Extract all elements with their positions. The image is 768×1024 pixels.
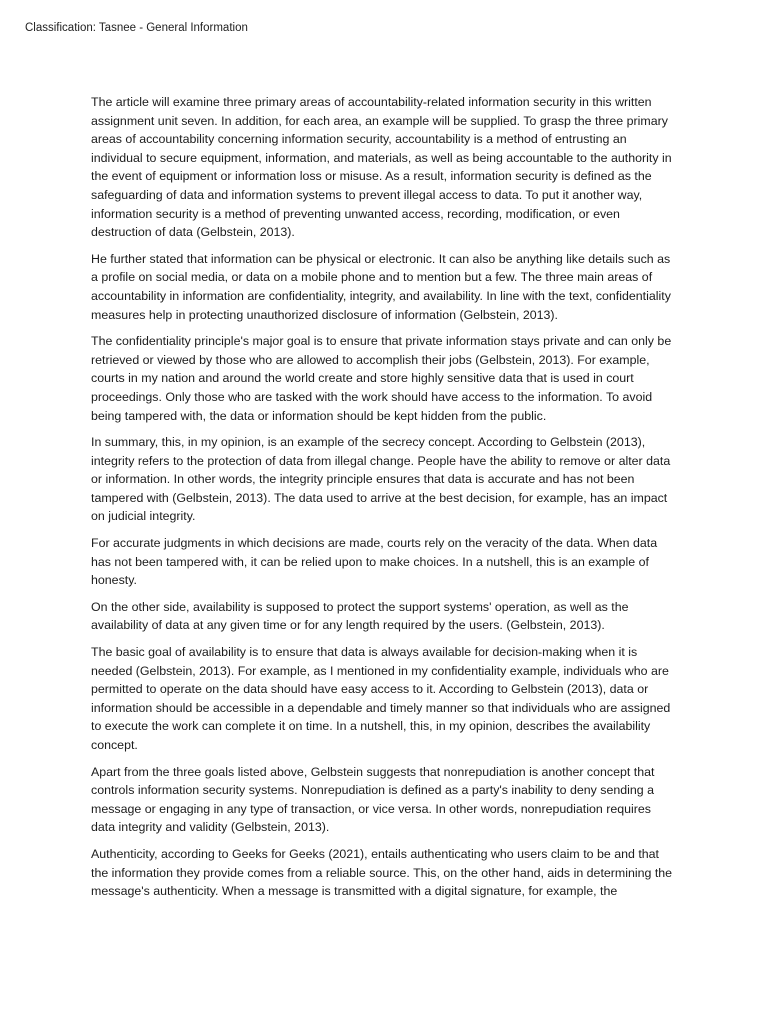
paragraph-confidentiality: The confidentiality principle's major goal is to ensure that private information stays private and can only be retrieved or viewed by those who are allowed to accomplish their jobs (Gelbstein, 2013). For example, courts in my nation and around the world create and store highly sensitive data that is used in court proceedings. Only those who are tasked with the work should have access to the information. To avoid being tampered with, the data or information should be kept hidden from the public. [91, 334, 672, 423]
document-body [91, 93, 676, 909]
paragraph-nonrepudiation: Apart from the three goals listed above, Gelbstein suggests that nonrepudiation is another concept that controls information security systems. Nonrepudiation is defined as a party's inability to deny sending a message or engaging in any type of transaction, or vice versa. In other words, nonrepudiation requires data integrity and validity (Gelbstein, 2013). [91, 764, 655, 835]
paragraph-availability-goal: The basic goal of availability is to ensure that data is always available for decision-making when it is needed (Gelbstein, 2013). For example, as I mentioned in my confidentiality example, individuals who are permitted to operate on the data should have easy access to it. According to Gelbstein (2013), data or information should be accessible in a dependable and timely manner so that individuals who are assigned to execute the work can complete it on time. In a nutshell, this, in my opinion, describes the availability concept. [91, 645, 671, 752]
paragraph-integrity: In summary, this, in my opinion, is an example of the secrecy concept. According to Gelbstein (2013), integrity refers to the protection of data from illegal change. People have the ability to remove or alter data or information. In other words, the integrity principle ensures that data is accurate and has not been tampered with (Gelbstein, 2013). The data used to arrive at the best decision, for example, has an impact on judicial integrity. [91, 435, 671, 524]
paragraph-information-types: He further stated that information can be physical or electronic. It can also be anything like details such as a profile on social media, or data on a mobile phone and to mention but a few. The three main areas of accountability in information are confidentiality, integrity, and availability. In line with the text, confidentiality measures help in protecting unauthorized disclosure of information (Gelbstein, 2013). [91, 251, 671, 322]
classification-header: Classification: Tasnee - General Information [25, 22, 248, 34]
paragraph-authenticity: Authenticity, according to Geeks for Geeks (2021), entails authenticating who users claim to be and that the information they provide comes from a reliable source. This, on the other hand, aids in determining the message's authenticity. When a message is transmitted with a digital signature, for example, the [91, 846, 673, 899]
paragraph-intro: The article will examine three primary areas of accountability-related information security in this written assignment unit seven. In addition, for each area, an example will be supplied. To grasp the three primary areas of accountability concerning information security, accountability is a method of entrusting an individual to secure equipment, information, and materials, as well as being accountable to the authority in the event of equipment or information loss or misuse. As a result, information security is defined as the safeguarding of data and information systems to prevent illegal access to data. To put it another way, information security is a method of preventing unwanted access, recording, modification, or even destruction of data (Gelbstein, 2013). [91, 95, 672, 240]
paragraph-accurate-judgments: For accurate judgments in which decisions are made, courts rely on the veracity of the data. When data has not been tampered with, it can be relied upon to make choices. In a nutshell, this is an example of honesty. [91, 536, 658, 588]
paragraph-availability: On the other side, availability is supposed to protect the support systems' operation, as well as the availability of data at any given time or for any length required by the users. (Gelbstein, 2013). [91, 599, 629, 633]
